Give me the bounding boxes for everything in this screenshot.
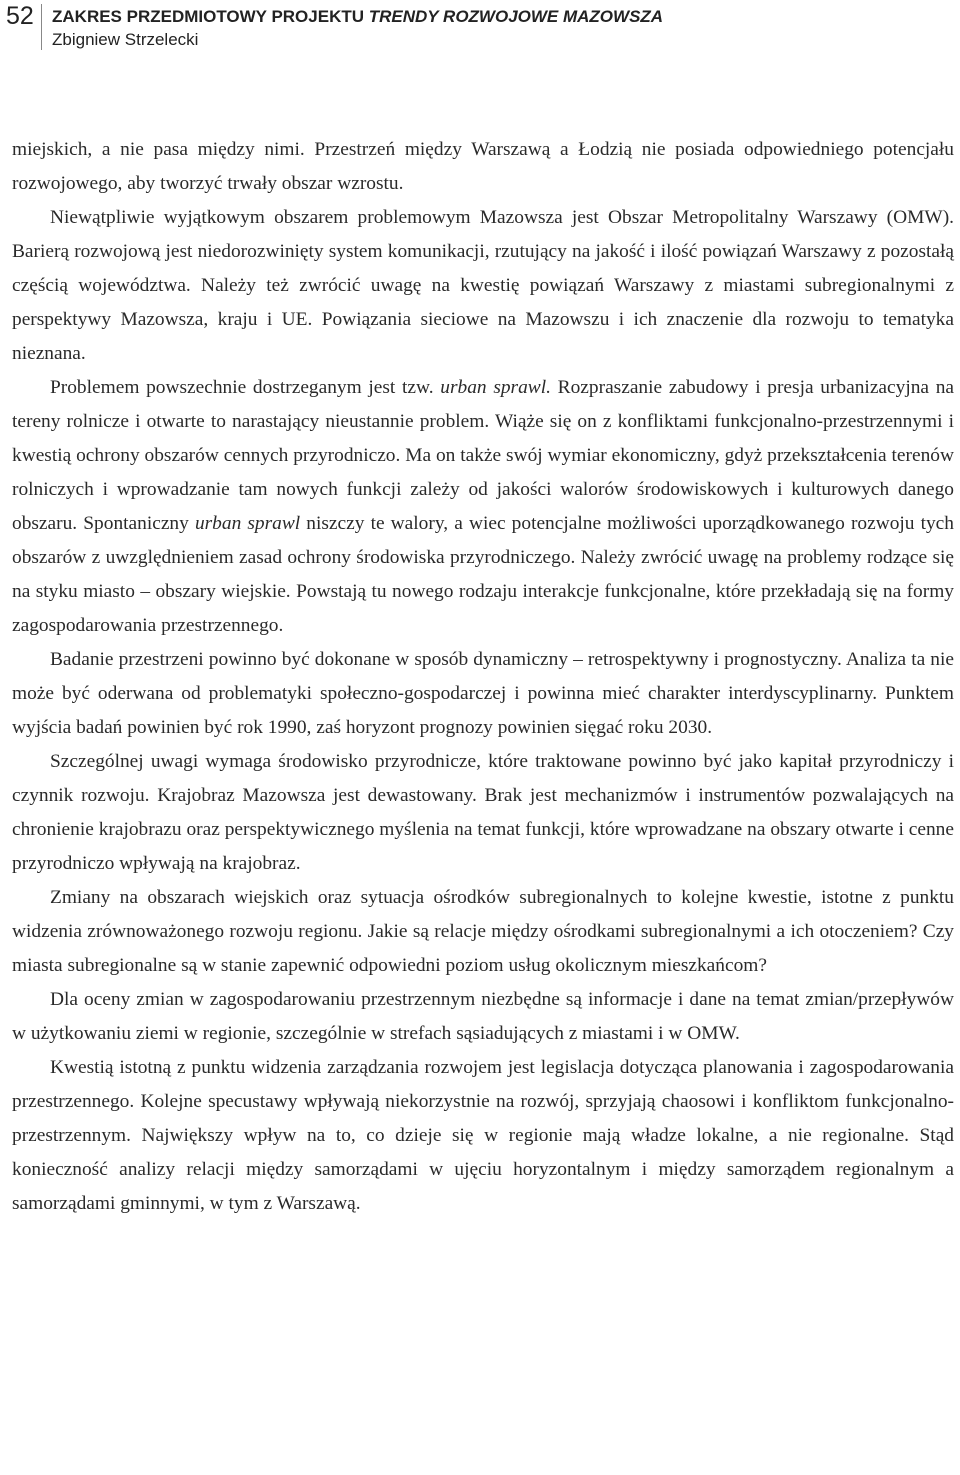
paragraph-text: Kwestią istotną z punktu widzenia zarządzania rozwojem jest legislacja dotycząca planowania i zagospodarowania przestrzennego. Kolejne specustawy wpływają niekorzystnie na rozwój, sprzyjają chaosowi i konfliktom funkcjonalno-przestrzennym. Największy wpływ na to, co dzieje się w regionie mają władze lokalne, a nie regionalne. Stąd konieczność analizy relacji między samorządami w ujęciu horyzontalnym i między samorządem regionalnym a samorządami gminnymi, w tym z Warszawą. — [12, 1057, 954, 1214]
italic-term: urban sprawl — [194, 513, 301, 534]
paragraph-text: Rozpraszanie zabudowy i presja urbanizacyjna na tereny rolnicze i otwarte to narastający nieustannie problem. Wiąże się on z konfliktami funkcjonalno-przestrzennymi i kwestią ochrony obszarów cennych przyrodniczo. Ma on także swój wymiar ekonomiczny, gdyż przekształcenia terenów rolniczych i wprowadzanie tam nowych funkcji zależy od jakości walorów środowiskowych i kulturowych danego obszaru. Spontaniczny — [12, 377, 955, 534]
header-divider — [41, 4, 42, 50]
paragraph-text: Niewątpliwie wyjątkowym obszarem problemowym Mazowsza jest Obszar Metropolitalny Warszawy (OMW). Barierą rozwojową jest niedorozwinięty system komunikacji, rzutujący na jakość i ilość powiązań Warszawy z pozostałą częścią województwa. Należy też zwrócić uwagę na kwestię powiązań Warszawy z miastami subregionalnymi z perspektywy Mazowsza, kraju i UE. Powiązania sieciowe na Mazowszu i ich znaczenie dla rozwoju to tematyka nieznana. — [12, 207, 954, 364]
paragraph-p8 — [12, 1051, 954, 1221]
body-text — [12, 133, 954, 1221]
paragraph-p6 — [12, 881, 954, 983]
paragraph-text: Zmiany na obszarach wiejskich oraz sytuacja ośrodków subregionalnych to kolejne kwestie, istotne z punktu widzenia zrównoważonego rozwoju regionu. Jakie są relacje między ośrodkami subregionalnymi a ich otoczeniem? Czy miasta subregionalne są w stanie zapewnić odpowiedni poziom usług okolicznym mieszkańcom? — [12, 887, 954, 976]
paragraph-p5 — [12, 745, 954, 881]
running-author: Zbigniew Strzelecki — [52, 30, 199, 49]
paragraph-text: Szczególnej uwagi wymaga środowisko przyrodnicze, które traktowane powinno być jako kapitał przyrodniczy i czynnik rozwoju. Krajobraz Mazowsza jest dewastowany. Brak jest mechanizmów i instrumentów pozwalających na chronienie krajobrazu oraz perspektywicznego myślenia na temat funkcji, które wprowadzane na obszary otwarte i cenne przyrodniczo wpływają na krajobraz. — [12, 751, 954, 874]
page-number: 52 — [6, 2, 34, 30]
paragraph-p3 — [12, 371, 954, 643]
italic-term: urban sprawl. — [440, 377, 551, 398]
paragraph-text: miejskich, a nie pasa między nimi. Przestrzeń między Warszawą a Łodzią nie posiada odpowiedniego potencjału rozwojowego, aby tworzyć trwały obszar wzrostu. — [12, 139, 954, 194]
running-title-prefix: ZAKRES PRZEDMIOTOWY PROJEKTU — [52, 7, 369, 26]
running-title — [52, 7, 663, 27]
paragraph-p2 — [12, 201, 954, 371]
paragraph-p1 — [12, 133, 954, 201]
running-title-project: TRENDY ROZWOJOWE MAZOWSZA — [368, 7, 664, 26]
paragraph-p4 — [12, 643, 954, 745]
paragraph-text: Badanie przestrzeni powinno być dokonane w sposób dynamiczny – retrospektywny i prognostyczny. Analiza ta nie może być oderwana od problematyki społeczno-gospodarczej i powinna mieć charakter interdyscyplinarny. Punktem wyjścia badań powinien być rok 1990, zaś horyzont prognozy powinien sięgać roku 2030. — [12, 649, 954, 738]
paragraph-text: niszczy te walory, a wiec potencjalne możliwości uporządkowanego rozwoju tych obszarów z uwzględnieniem zasad ochrony środowiska przyrodniczego. Należy zwrócić uwagę na problemy rodzące się na styku miasto – obszary wiejskie. Powstają tu nowego rodzaju interakcje funkcjonalne, które przekładają się na formy zagospodarowania przestrzennego. — [12, 513, 954, 636]
paragraph-p7 — [12, 983, 954, 1051]
running-header — [0, 0, 960, 60]
paragraph-text: Dla oceny zmian w zagospodarowaniu przestrzennym niezbędne są informacje i dane na temat zmian/przepływów w użytkowaniu ziemi w regionie, szczególnie w strefach sąsiadujących z miastami i w OMW. — [12, 989, 954, 1044]
paragraph-text: Problemem powszechnie dostrzeganym jest tzw. — [50, 377, 441, 398]
